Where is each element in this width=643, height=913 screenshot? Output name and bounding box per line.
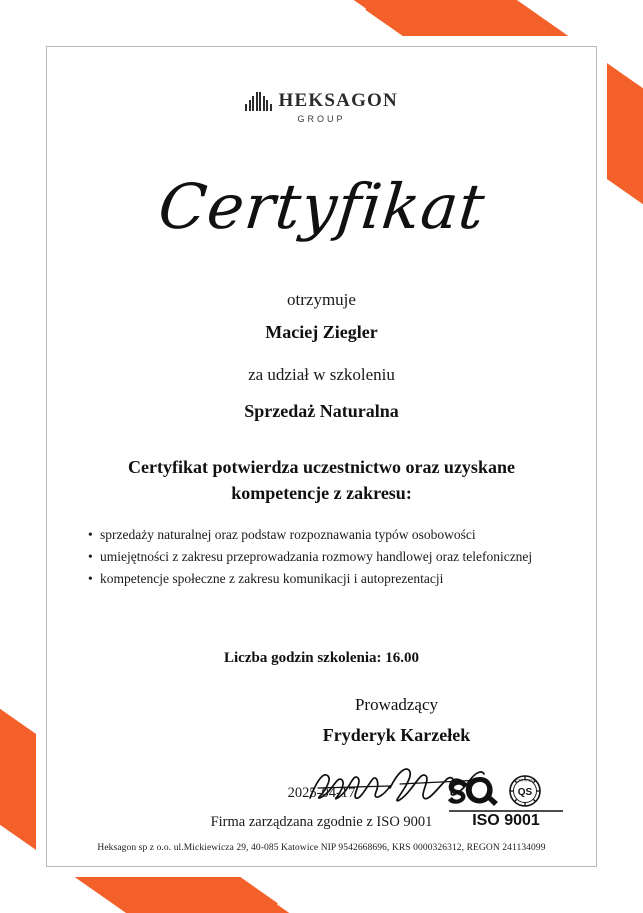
hexagon-bars-logo-icon	[245, 91, 272, 111]
competences-list	[72, 524, 571, 590]
awarded-label: otrzymuje	[287, 290, 356, 309]
course-name: Sprzedaż Naturalna	[244, 401, 399, 421]
logo-row	[245, 90, 398, 112]
list-item: • kompetencje społeczne z zakresu komunikacji i autoprezentacji	[88, 568, 571, 590]
list-item: • umiejętności z zakresu przeprowadzania rozmowy handlowej oraz telefonicznej	[88, 546, 571, 568]
logo-subtitle: GROUP	[297, 114, 346, 124]
training-hours: Liczba godzin szkolenia: 16.00	[223, 649, 419, 666]
certificate-footer	[72, 769, 571, 853]
logo-wordmark: HEKSAGON	[278, 90, 398, 111]
trainer-label: Prowadzący	[354, 694, 439, 714]
participation-label: za udział w szkoleniu	[248, 365, 395, 384]
iso-statement: Firma zarządzana zgodnie z ISO 9001	[210, 814, 433, 830]
svg-text:QS: QS	[517, 787, 533, 798]
trainer-name: Fryderyk Karzełek	[322, 724, 471, 745]
certificate-title: Certyfikat	[154, 170, 489, 243]
certificate-content	[46, 46, 597, 867]
confirmation-text: Certyfikat potwierdza uczestnictwo oraz uzyskane kompetencje z zakresu:	[128, 457, 515, 504]
iso-9001-qs-badge-icon	[447, 773, 565, 831]
brand-logo	[245, 90, 398, 124]
company-legal-info: Heksagon sp z o.o. ul.Mickiewicza 29, 40-085 Katowice NIP 9542668696, KRS 0000326312, REGON 241134099	[97, 843, 546, 853]
svg-text:CERTIFIED: CERTIFIED	[516, 778, 534, 783]
list-item: • sprzedaży naturalnej oraz podstaw rozpoznawania typów osobowości	[88, 524, 571, 546]
svg-text:ISO 9001: ISO 9001	[472, 812, 540, 829]
issue-date: 2025-04-17	[287, 785, 356, 801]
footer-main	[72, 769, 571, 831]
recipient-name: Maciej Ziegler	[265, 322, 378, 342]
